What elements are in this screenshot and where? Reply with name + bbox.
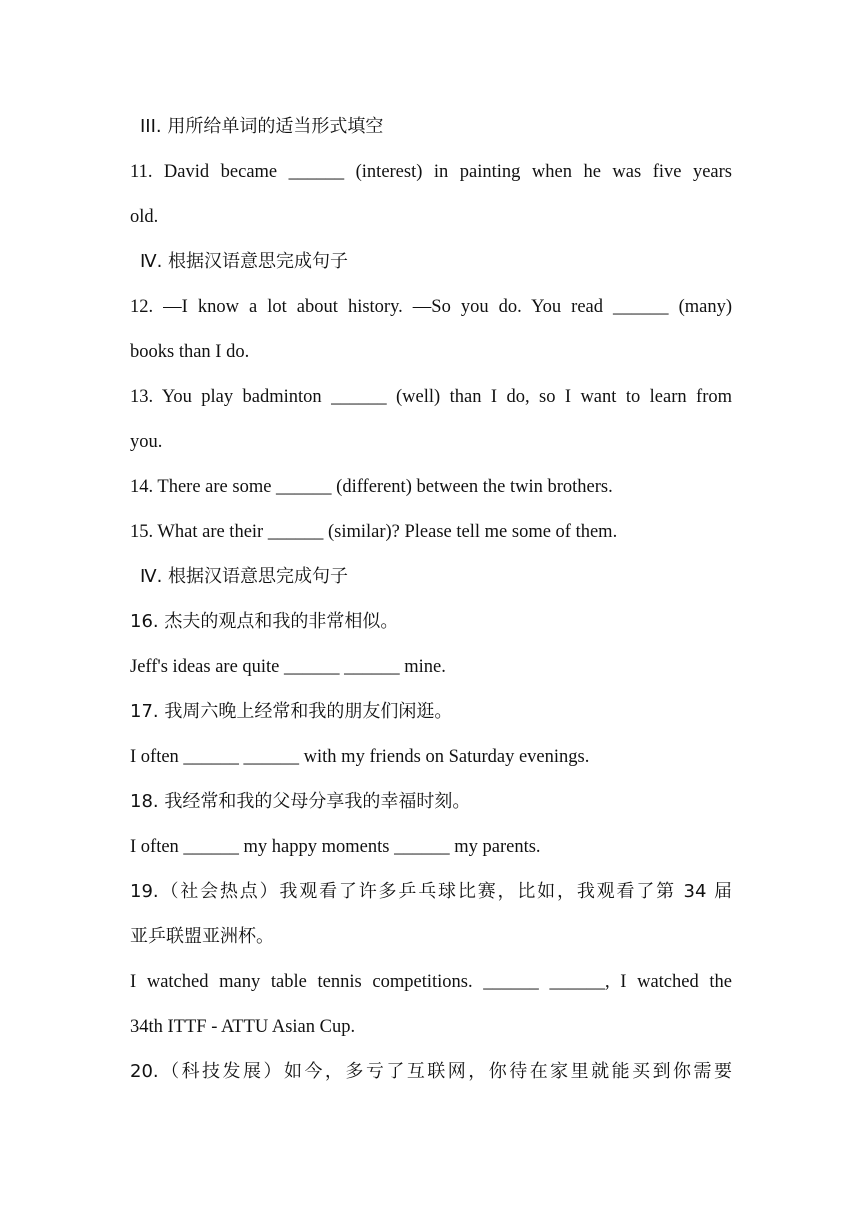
question-13-line-2: you. (130, 432, 163, 452)
question-20-chinese-line-1: 20.（科技发展）如今，多亏了互联网，你待在家里就能买到你需要 (130, 1061, 732, 1082)
question-14: 14. There are some ______ (different) between the twin brothers. (130, 477, 613, 497)
question-19-chinese-line-1: 19.（社会热点）我观看了许多乒乓球比赛，比如，我观看了第 34 届 (130, 881, 732, 902)
question-11-line-1: 11. David became ______ (interest) in painting when he was five years (130, 162, 732, 182)
section-4a-heading: Ⅳ. 根据汉语意思完成句子 (140, 251, 349, 272)
question-12-line-2: books than I do. (130, 342, 250, 362)
question-15: 15. What are their ______ (similar)? Please tell me some of them. (130, 522, 618, 542)
question-17-english: I often ______ ______ with my friends on Saturday evenings. (130, 747, 590, 767)
question-19-chinese-line-2: 亚乒联盟亚洲杯。 (130, 926, 274, 947)
question-18-english: I often ______ my happy moments ______ my parents. (130, 837, 541, 857)
question-19-english-line-2: 34th ITTF - ATTU Asian Cup. (130, 1017, 356, 1037)
question-12-line-1: 12. —I know a lot about history. —So you do. You read ______ (many) (130, 297, 732, 317)
question-16-chinese: 16. 杰夫的观点和我的非常相似。 (130, 611, 399, 632)
question-16-english: Jeff's ideas are quite ______ ______ mine. (130, 657, 446, 677)
section-4b-heading: Ⅳ. 根据汉语意思完成句子 (140, 566, 349, 587)
question-17-chinese: 17. 我周六晚上经常和我的朋友们闲逛。 (130, 701, 453, 722)
section-3-heading: III. 用所给单词的适当形式填空 (140, 116, 384, 137)
question-18-chinese: 18. 我经常和我的父母分享我的幸福时刻。 (130, 791, 471, 812)
question-13-line-1: 13. You play badminton ______ (well) than I do, so I want to learn from (130, 387, 732, 407)
question-19-english-line-1: I watched many table tennis competitions. ______ ______, I watched the (130, 972, 732, 992)
question-11-line-2: old. (130, 207, 159, 227)
